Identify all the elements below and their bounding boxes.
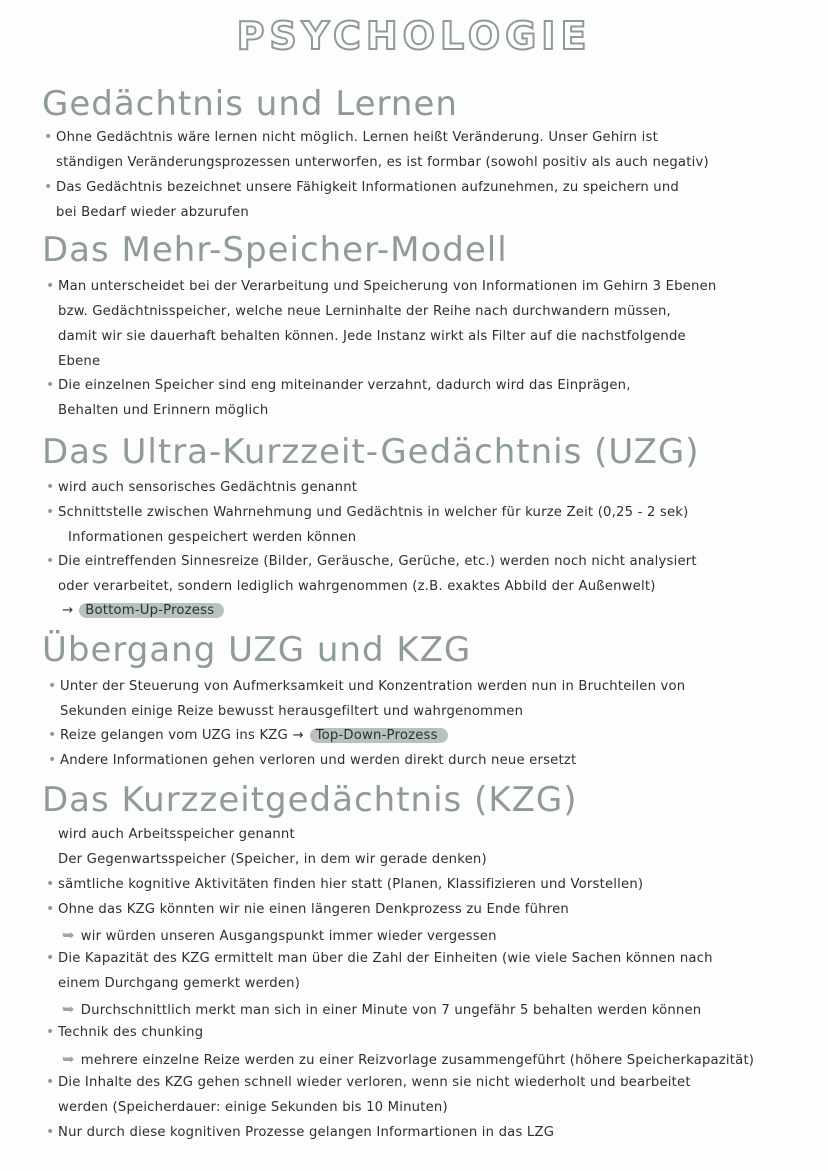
note-line: einem Durchgang gemerkt werden) (58, 976, 301, 991)
note-line: • Man unterscheidet bei der Verarbeitung und Speicherung von Informationen im Gehirn 3 Ebenen (58, 279, 716, 294)
highlight-top-down: Top-Down-Prozess (310, 728, 448, 743)
note-line: • Die eintreffenden Sinnesreize (Bilder, Geräusche, Gerüche, etc.) werden noch nicht analysiert (58, 554, 697, 569)
note-line-arrow (62, 926, 497, 944)
note-line: Der Gegenwartsspeicher (Speicher, in dem wir gerade denken) (58, 852, 487, 867)
note-line: • Die Kapazität des KZG ermittelt man über die Zahl der Einheiten (wie viele Sachen können nach (58, 951, 713, 966)
note-line: damit wir sie dauerhaft behalten können. Jede Instanz wirkt als Filter auf die nachstfolgende (58, 329, 686, 344)
note-line: • Das Gedächtnis bezeichnet unsere Fähigkeit Informationen aufzunehmen, zu speichern und (56, 180, 679, 195)
note-line: • sämtliche kognitive Aktivitäten finden hier statt (Planen, Klassifizieren und Vorstellen) (58, 877, 643, 892)
section-heading-uebergang: Übergang UZG und KZG (42, 630, 472, 670)
note-text: mehrere einzelne Reize werden zu einer Reizvorlage zusammengeführt (höhere Speicherkapazität) (80, 1053, 755, 1068)
note-line-arrow (62, 1050, 754, 1068)
note-line: • Ohne das KZG könnten wir nie einen längeren Denkprozess zu Ende führen (58, 902, 569, 917)
note-line: • Die Inhalte des KZG gehen schnell wieder verloren, wenn sie nicht wiederholt und bearbeitet (58, 1075, 691, 1090)
note-line: • Technik des chunking (58, 1025, 203, 1040)
arrow-right-icon: → (62, 603, 74, 618)
curved-arrow-icon: ➥ (62, 1000, 75, 1018)
note-line: • Nur durch diese kognitiven Prozesse gelangen Informartionen in das LZG (58, 1125, 554, 1140)
note-line: • Unter der Steuerung von Aufmerksamkeit und Konzentration werden nun in Bruchteilen von (60, 679, 685, 694)
arrow-right-icon: → (292, 728, 304, 743)
section-heading-uzg: Das Ultra-Kurzzeit-Gedächtnis (UZG) (42, 432, 700, 472)
section-heading-mehr-speicher-modell: Das Mehr-Speicher-Modell (42, 230, 508, 270)
note-line: Behalten und Erinnern möglich (58, 403, 269, 418)
page-title: PSYCHOLOGIE (236, 14, 592, 58)
note-line: bei Bedarf wieder abzurufen (56, 205, 249, 220)
note-line: • Die einzelnen Speicher sind eng miteinander verzahnt, dadurch wird das Einprägen, (58, 378, 631, 393)
note-line: werden (Speicherdauer: einige Sekunden bis 10 Minuten) (58, 1100, 448, 1115)
curved-arrow-icon: ➥ (62, 1050, 75, 1068)
note-line: • Schnittstelle zwischen Wahrnehmung und Gedächtnis in welcher für kurze Zeit (0,25 - 2 sek) (58, 505, 689, 520)
note-line: Ebene (58, 354, 101, 369)
bottom-up-line (62, 603, 224, 618)
note-line: • Ohne Gedächtnis wäre lernen nicht möglich. Lernen heißt Veränderung. Unser Gehirn ist (56, 130, 658, 145)
note-line: bzw. Gedächtnisspeicher, welche neue Lerninhalte der Reihe nach durchwandern müssen, (58, 304, 671, 319)
note-line: oder verarbeitet, sondern lediglich wahrgenommen (z.B. exaktes Abbild der Außenwelt) (58, 579, 656, 594)
note-line: • Andere Informationen gehen verloren und werden direkt durch neue ersetzt (60, 753, 576, 768)
note-text: wir würden unseren Ausgangspunkt immer wieder vergessen (80, 929, 497, 944)
top-down-line (60, 728, 448, 743)
note-line: • wird auch sensorisches Gedächtnis genannt (58, 480, 357, 495)
note-text: Durchschnittlich merkt man sich in einer Minute von 7 ungefähr 5 behalten werden können (80, 1003, 702, 1018)
note-line-arrow (62, 1000, 701, 1018)
note-line: Informationen gespeichert werden können (68, 530, 357, 545)
note-text: Reize gelangen vom UZG ins KZG (60, 728, 288, 743)
note-line: wird auch Arbeitsspeicher genannt (58, 827, 295, 842)
note-line: ständigen Veränderungsprozessen unterworfen, es ist formbar (sowohl positiv als auch negativ) (56, 155, 709, 170)
curved-arrow-icon: ➥ (62, 926, 75, 944)
section-heading-gedaechtnis-lernen: Gedächtnis und Lernen (42, 84, 458, 124)
note-line: Sekunden einige Reize bewusst herausgefiltert und wahrgenommen (60, 704, 524, 719)
section-heading-kzg: Das Kurzzeitgedächtnis (KZG) (42, 780, 578, 820)
highlight-bottom-up: Bottom-Up-Prozess (79, 603, 224, 618)
